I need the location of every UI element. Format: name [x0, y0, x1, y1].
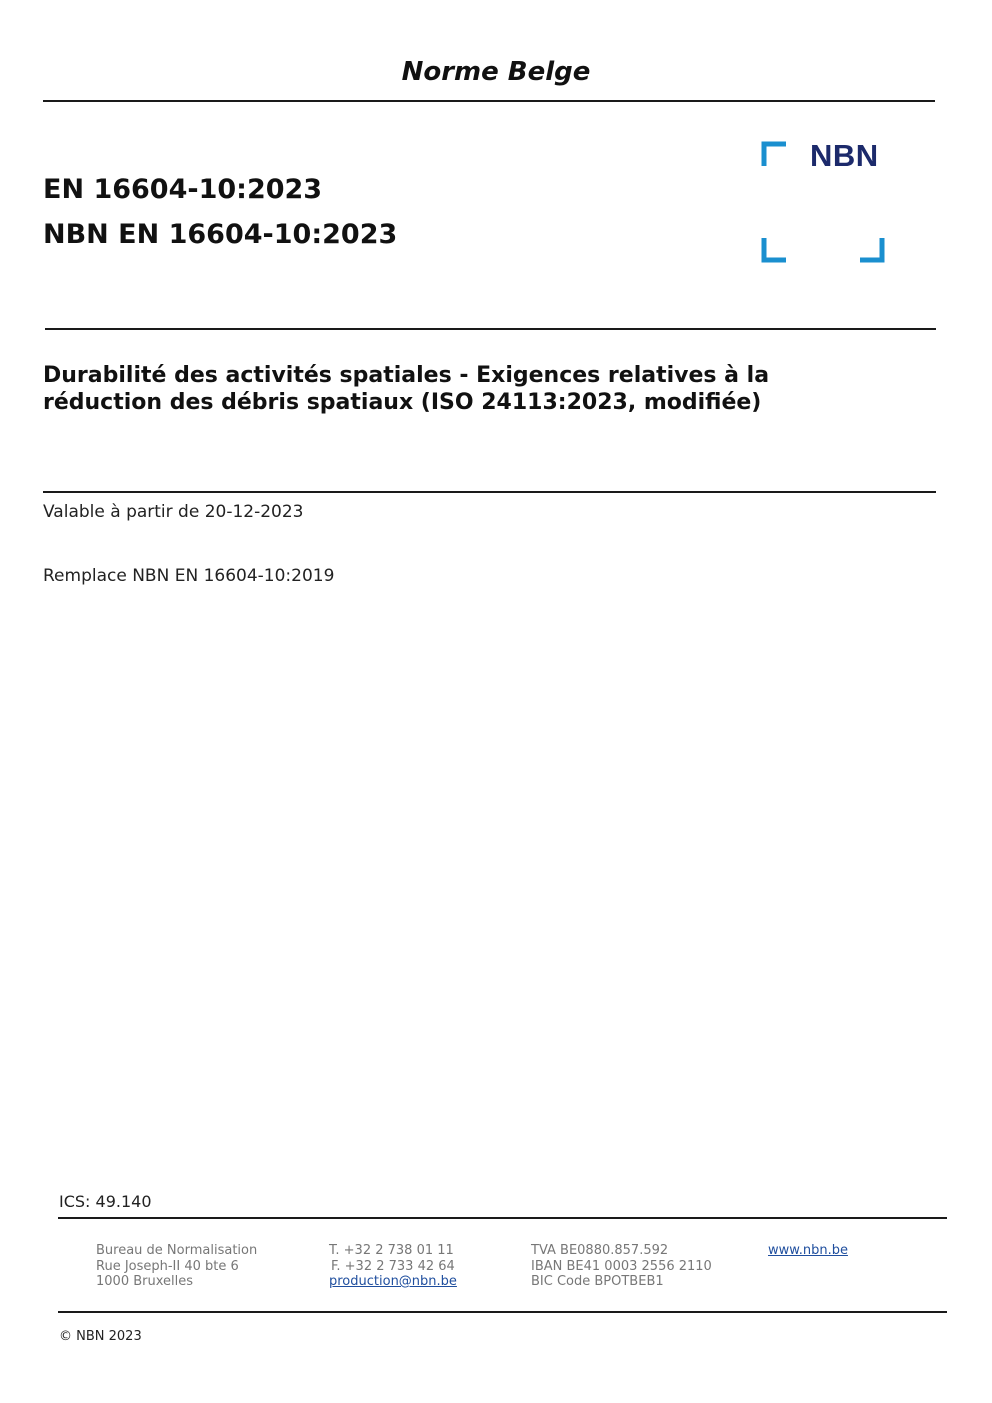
footer-fax: F. +32 2 733 42 64 — [331, 1258, 455, 1274]
page-header-title: Norme Belge — [401, 57, 591, 87]
document-title-line-2: réduction des débris spatiaux (ISO 24113:2023, modifiée) — [43, 390, 762, 415]
footer-iban: IBAN BE41 0003 2556 2110 — [531, 1258, 712, 1274]
footer-address-line: 1000 Bruxelles — [96, 1274, 194, 1289]
document-title-line-1: Durabilité des activités spatiales - Exigences relatives à la — [43, 363, 770, 388]
footer-address-line: Bureau de Normalisation — [96, 1243, 258, 1258]
title-bottom-divider — [43, 491, 936, 493]
footer-address-line: Rue Joseph-II 40 bte 6 — [96, 1258, 239, 1274]
validity-date: Valable à partir de 20-12-2023 — [43, 502, 304, 522]
footer-vat: TVA BE0880.857.592 — [531, 1243, 669, 1258]
footer-top-divider — [58, 1217, 947, 1219]
nbn-standard-number: NBN EN 16604-10:2023 — [43, 219, 398, 250]
replaces-standard: Remplace NBN EN 16604-10:2019 — [43, 566, 335, 586]
nbn-logo-text: NBN — [810, 138, 879, 173]
footer-address — [96, 1243, 257, 1290]
footer-website-link[interactable]: www.nbn.be — [768, 1243, 848, 1258]
ics-code: ICS: 49.140 — [59, 1192, 152, 1211]
footer-phone: T. +32 2 738 01 11 — [329, 1243, 454, 1258]
footer-bic: BIC Code BPOTBEB1 — [531, 1274, 664, 1289]
title-top-divider — [45, 328, 936, 330]
footer-email-link[interactable]: production@nbn.be — [329, 1274, 457, 1289]
footer-contact — [329, 1243, 457, 1290]
nbn-logo — [760, 140, 886, 264]
footer-website — [768, 1243, 848, 1259]
footer-bottom-divider — [58, 1311, 947, 1313]
header-divider — [43, 100, 935, 102]
footer-bank — [531, 1243, 712, 1290]
copyright-notice: © NBN 2023 — [59, 1329, 142, 1344]
en-standard-number: EN 16604-10:2023 — [43, 174, 323, 205]
document-title — [43, 362, 923, 416]
